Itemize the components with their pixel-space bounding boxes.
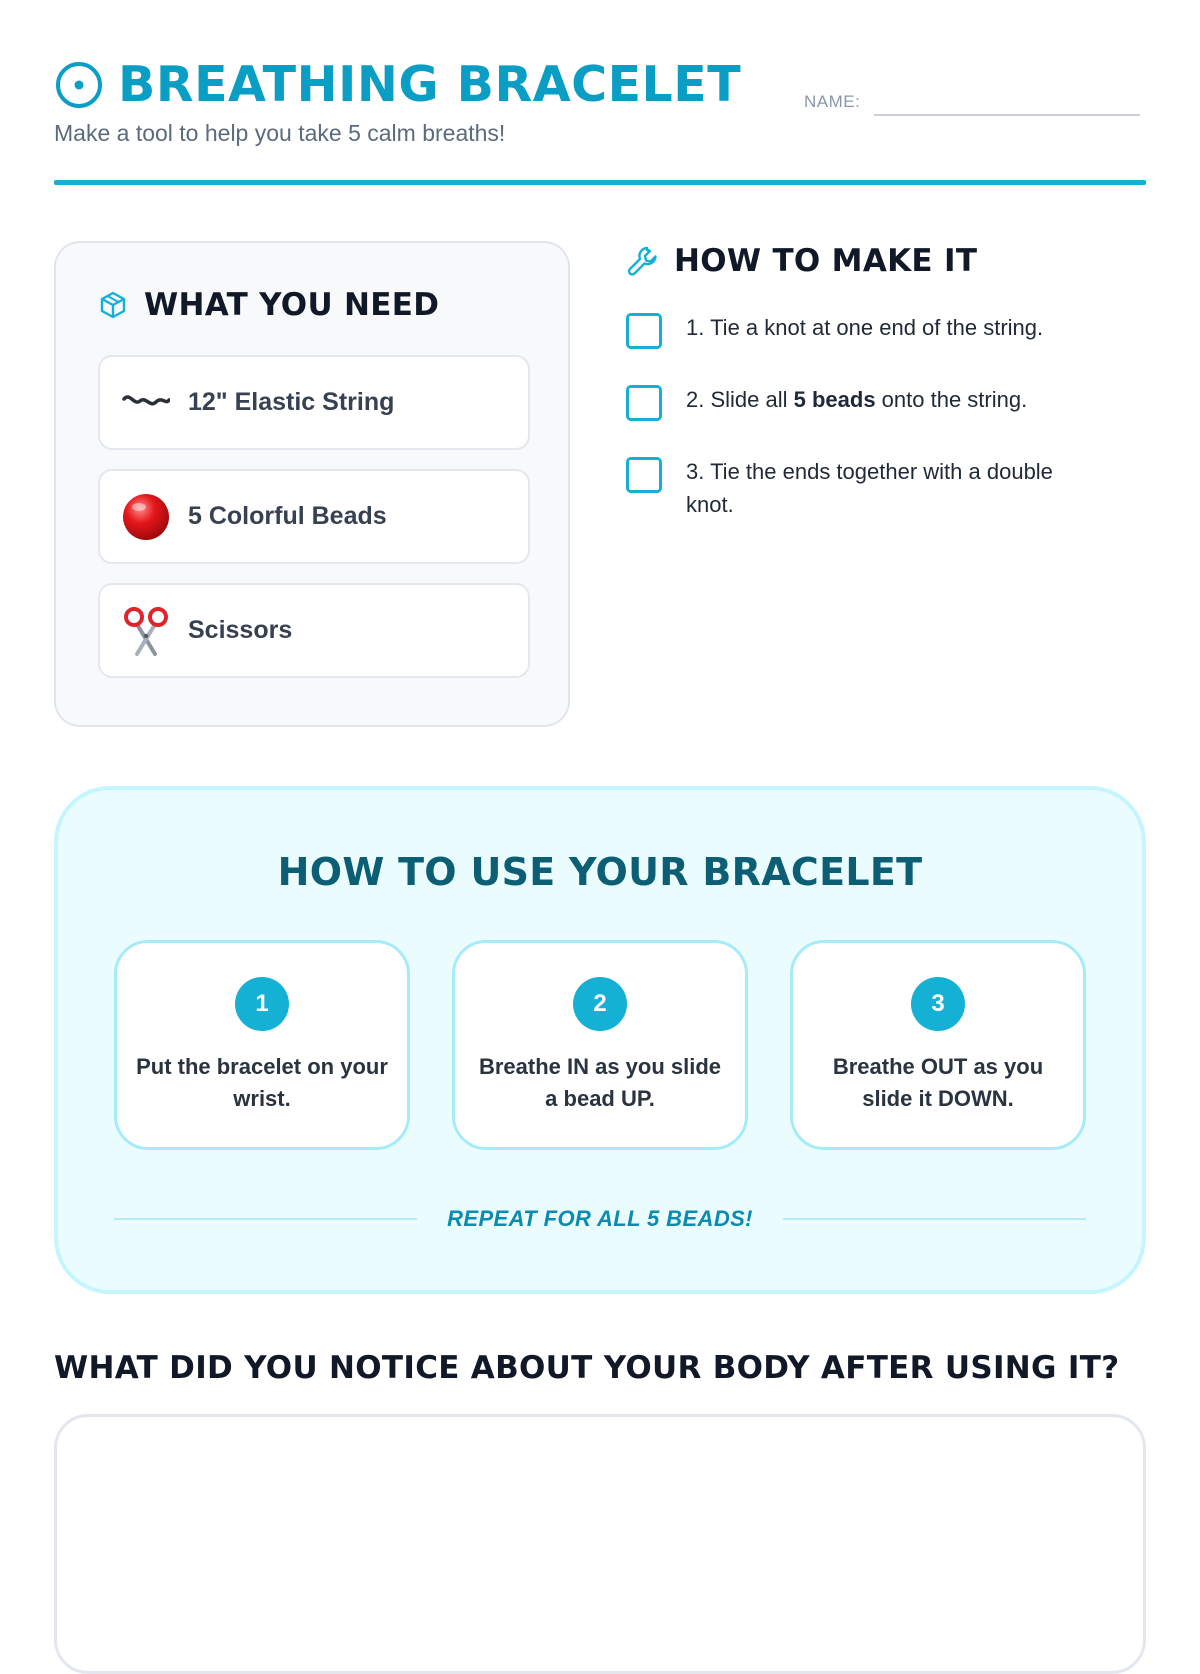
- wrench-icon: [626, 244, 660, 278]
- usage-panel: [54, 786, 1146, 1294]
- usage-step-text: Breathe OUT as you slide it DOWN.: [832, 1054, 1044, 1111]
- materials-card: [54, 241, 570, 727]
- materials-heading: WHAT YOU NEED: [144, 287, 440, 323]
- usage-step-text: Breathe IN as you slide a bead UP.: [478, 1054, 722, 1111]
- repeat-note: REPEAT FOR ALL 5 BEADS!: [447, 1206, 753, 1231]
- material-item: [98, 583, 530, 678]
- material-label: 12" Elastic String: [188, 388, 395, 416]
- step-checkbox[interactable]: [626, 385, 662, 421]
- title-row: [54, 56, 741, 113]
- step-checkbox[interactable]: [626, 313, 662, 349]
- target-icon: [54, 60, 104, 110]
- step-number-badge: 3: [911, 977, 965, 1031]
- usage-step-card: [114, 940, 410, 1150]
- step-item: [626, 311, 1146, 349]
- step-text: 1. Tie a knot at one end of the string.: [686, 315, 1044, 340]
- reflection-answer-box[interactable]: [54, 1414, 1146, 1674]
- wave-icon: [120, 377, 172, 429]
- header-divider: [54, 180, 1146, 185]
- material-label: Scissors: [188, 616, 293, 644]
- name-label: NAME:: [804, 92, 861, 111]
- red-bead-icon: [120, 491, 172, 543]
- cube-icon: [98, 290, 128, 320]
- page-subtitle: Make a tool to help you take 5 calm breaths!: [54, 120, 506, 146]
- usage-step-text: Put the bracelet on your wrist.: [136, 1054, 388, 1111]
- reflection-question: WHAT DID YOU NOTICE ABOUT YOUR BODY AFTER USING IT?: [54, 1350, 1120, 1386]
- step-text: 3. Tie the ends together with a double knot.: [686, 459, 1053, 517]
- scissors-icon: [120, 605, 172, 657]
- name-field[interactable]: [874, 114, 1140, 116]
- materials-heading-row: [98, 287, 439, 323]
- name-field-group: [804, 92, 1140, 118]
- step-checkbox[interactable]: [626, 457, 662, 493]
- usage-step-card: [452, 940, 748, 1150]
- step-number-badge: 2: [573, 977, 627, 1031]
- step-item: [626, 455, 1146, 521]
- material-item: [98, 355, 530, 450]
- step-item: [626, 383, 1146, 421]
- usage-heading: HOW TO USE YOUR BRACELET: [277, 850, 923, 894]
- step-emphasis: 5 beads: [793, 387, 876, 412]
- steps-heading: HOW TO MAKE IT: [674, 243, 978, 279]
- usage-step-card: [790, 940, 1086, 1150]
- repeat-row: [114, 1204, 1086, 1234]
- divider-line: [114, 1218, 417, 1220]
- material-label: 5 Colorful Beads: [188, 502, 387, 530]
- material-item: [98, 469, 530, 564]
- steps-heading-row: [626, 243, 977, 279]
- page-title: BREATHING BRACELET: [118, 56, 742, 113]
- divider-line: [783, 1218, 1086, 1220]
- step-text: 2. Slide all 5 beads onto the string.: [686, 387, 1028, 412]
- step-number-badge: 1: [235, 977, 289, 1031]
- header: [54, 56, 1146, 186]
